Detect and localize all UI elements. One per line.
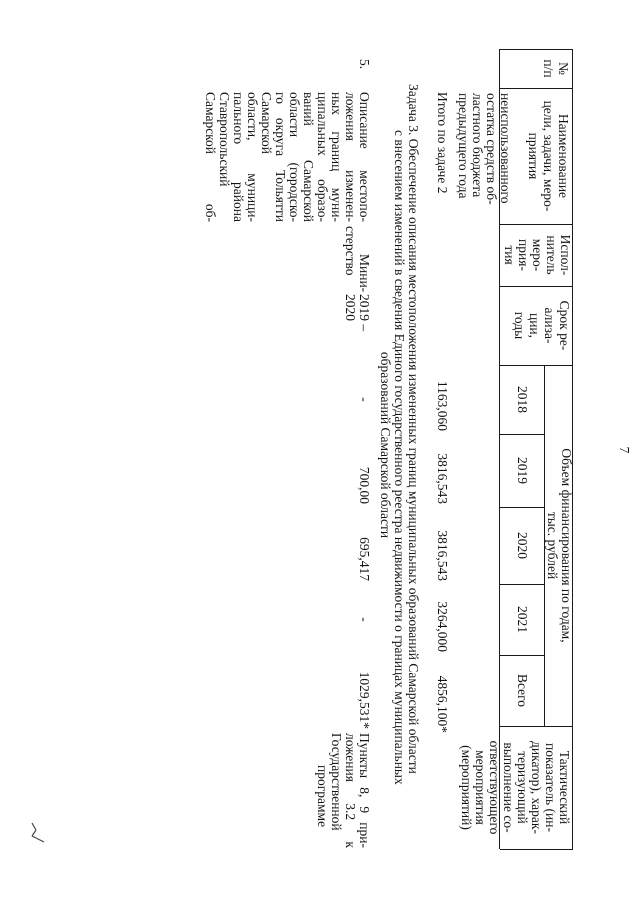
header-num-line-2: п/п xyxy=(541,59,556,78)
row5-name-line-11: Ставропольский xyxy=(217,92,232,187)
row5-2020: 695,417 xyxy=(357,537,372,581)
header-funding-line-2: тыс. рублей xyxy=(545,511,560,580)
row5-name-line-1: Описание местопо- xyxy=(357,92,372,222)
row5-2019: 700,00 xyxy=(357,466,372,504)
row5-period-line-2: 2020 xyxy=(343,294,358,321)
row5-name-line-6: области (городско- xyxy=(287,92,302,222)
row5-name-line-8: Самарской xyxy=(259,92,274,155)
task3-heading-line-3: образований Самарской области xyxy=(378,351,393,539)
header-year-2020: 2020 xyxy=(515,532,530,559)
header-indicator-line-3: дикатор), харак- xyxy=(529,741,544,834)
header-period-line-3: ции, xyxy=(527,312,542,339)
total-2021: 3264,000 xyxy=(435,601,450,652)
scan-mark xyxy=(26,820,50,846)
row5-name-line-10: пального района xyxy=(231,92,246,222)
header-indicator-line-4: теризующий xyxy=(515,751,530,824)
header-executor-line-5: тия xyxy=(502,245,517,265)
header-year-2021: 2021 xyxy=(515,606,530,633)
row5-name-line-9: области, муници- xyxy=(245,92,260,222)
row5-indicator-line-3: Государственной xyxy=(329,733,344,831)
row5-indicator-line-2: ложения 3.2 к xyxy=(343,733,358,848)
header-indicator-line-7: мероприятия xyxy=(473,750,488,825)
header-indicator-line-5: выполнение со- xyxy=(501,742,516,833)
header-year-2019: 2019 xyxy=(515,457,530,484)
row5-name-line-4: ципальных образо- xyxy=(315,92,330,222)
table-right-border xyxy=(500,849,573,850)
row5-name-line-12: Самарской об- xyxy=(203,92,218,222)
page-number: 7 xyxy=(617,446,632,454)
header-name-line-1: Наименование xyxy=(556,113,571,199)
header-name-line-2: цели, задачи, меро- xyxy=(541,100,556,212)
header-period-line-1: Срок ре- xyxy=(557,300,572,351)
total-2019: 3816,543 xyxy=(435,453,450,504)
header-year-total: Всего xyxy=(515,673,530,708)
row5-name-line-2: ложения изменен- xyxy=(343,92,358,222)
header-indicator-line-6: ответствующего xyxy=(487,740,502,835)
total-sum: 4856,100* xyxy=(435,675,450,733)
header-executor-line-2: нитель xyxy=(544,235,559,275)
header-indicator-line-8: (мероприятий) xyxy=(459,745,474,830)
row5-2018: - xyxy=(357,397,372,402)
row5-period-line-1: 2019 – xyxy=(357,294,372,332)
prev-row-name-line-1: неиспользованного xyxy=(498,93,513,204)
header-year-2018: 2018 xyxy=(515,386,530,413)
row5-indicator-line-4: программе xyxy=(315,765,330,828)
prev-row-name-line-2: остатка средств об- xyxy=(484,93,499,205)
header-executor-line-3: меро- xyxy=(530,238,545,272)
row5-2021: - xyxy=(357,617,372,622)
total-2018: 1163,060 xyxy=(435,380,450,431)
row5-num: 5. xyxy=(357,59,372,70)
header-executor-line-1: Испол- xyxy=(558,234,573,276)
row5-name-line-5: ваний Самарской xyxy=(301,92,316,222)
header-funding-line-1: Объем финансирования по годам, xyxy=(559,448,574,643)
prev-row-name-line-4: предыдущего года xyxy=(456,93,471,199)
task3-heading-line-1: Задача 3. Обеспечение описания местоположения измененных границ муниципальных образований Самарской области xyxy=(406,84,421,774)
row5-name-line-3: ных границ муни- xyxy=(329,92,344,222)
total-2020: 3816,543 xyxy=(435,530,450,581)
header-indicator-line-2: показатель (ин- xyxy=(543,743,558,832)
row5-executor-line-2: стерство xyxy=(343,226,358,276)
header-num-line-1: № xyxy=(556,62,571,75)
header-period-line-2: ализа- xyxy=(542,307,557,344)
header-period-line-4: годы xyxy=(512,311,527,340)
task3-heading-line-2: с внесением изменений в сведения Единого государственного реестра недвижимости о границах муниципальных xyxy=(392,130,407,785)
row5-name-line-7: го округа Тольятти xyxy=(273,92,288,222)
row5-total: 1029,531* xyxy=(357,671,372,729)
row5-indicator-line-1: Пункты 8, 9 при- xyxy=(357,733,372,848)
header-name-line-3: приятия xyxy=(526,132,541,180)
header-executor-line-4: прия- xyxy=(516,239,531,271)
total-label: Итого по задаче 2 xyxy=(435,92,450,194)
prev-row-name-line-3: ластного бюджета xyxy=(470,93,485,198)
header-indicator-line-1: Тактический xyxy=(557,750,572,825)
row5-executor-line-1: Мини- xyxy=(357,254,372,293)
